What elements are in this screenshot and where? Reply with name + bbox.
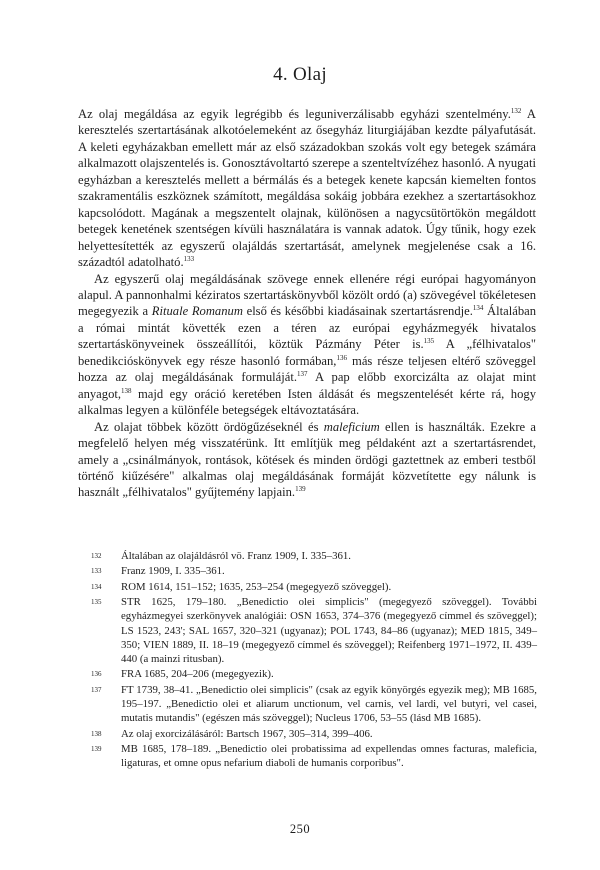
body-text: [78, 106, 536, 501]
footnote-number: 139: [91, 744, 102, 753]
page-number: 250: [289, 822, 311, 836]
footnote-text: MB 1685, 178–189. „Benedictio olei probatissima ad expellendas omnes facturas, maleficia, ligaturas, et omne opus nefarium diaboli de humanis corporibus".: [121, 742, 537, 770]
body-paragraph: [78, 271, 536, 419]
footnote: [91, 549, 537, 563]
footnote-text: Általában az olajáldásról vö. Franz 1909, I. 335–361.: [121, 550, 351, 562]
italic-title: maleficium: [323, 419, 380, 434]
text-run: majd egy oráció keretében Isten áldását és megszentelését kérte rá, hogy alkalmas legyen a különféle betegségek eltávoztatására.: [78, 386, 536, 418]
text-run: más része teljesen eltérő szöveggel hozza az olaj megáldásának formuláját.: [78, 353, 536, 385]
italic-title: Rituale Romanum: [151, 304, 243, 319]
footnote-text: ROM 1614, 151–152; 1635, 253–254 (megegyező szöveggel).: [121, 580, 392, 593]
footnote: [91, 595, 537, 666]
text-run: Az olajat többek között ördögűzéseknél és: [94, 419, 324, 434]
footnote-reference[interactable]: 135: [423, 337, 435, 346]
footnote-text: FT 1739, 38–41. „Benedictio olei simplicis" (csak az egyik könyörgés egyezik meg); MB 1685, 195–197. „Benedictio olei et aliarum unctionum, vel carnis, vel lardi, vel butyri, vel casei, mutatis mutandis" (egészen más szöveggel); Nucleus 1706, 53–55 (lásd MB 1685).: [121, 683, 537, 725]
footnote-reference[interactable]: 132: [510, 106, 522, 115]
body-paragraph: [78, 106, 536, 271]
text-run: Az egyszerű olaj megáldásának szövege ennek ellenére régi európai hagyományon alapul. A pannonhalmi kéziratos szertartáskönyvből közölt ordó (a) szövegével tökéletesen megegyezik a: [78, 271, 536, 319]
footnote-reference[interactable]: 138: [121, 386, 132, 395]
text-run: A keresztelés szertartásának alkotóelemeként az ősegyház liturgiájában kezdte pályafutását. A keleti egyházakban emellett már az első századokban szokás volt egy betegek számára alkalmazott olajszentelés is. Gonosztávoltartó szerepe a szenteltvízéhez hasonló. A nyugati egyházban a keresztelés mellett a bérmálás és a betegek kenete kapcsán kiemelten fontos szakramentális eszköznek számított, megáldása sokáig jobbára ezekhez a szertartásokhoz kapcsolódott. Magának a megszentelt olajnak, különösen a nagycsütörtökön megáldott betegek kenetének szentségen kívüli használatára is vannak adatok. Úgy tűnik, hogy ezek helyettesítették az egyszerű olajáldás szertartását, amelynek megjelenése csak a 16. századtól adatolható.: [78, 107, 536, 270]
footnote: [91, 742, 537, 770]
footnote-number: 133: [91, 567, 102, 576]
footnote-text: Az olaj exorcizálásáról: Bartsch 1967, 305–314, 399–406.: [121, 727, 373, 740]
footnote-number: 135: [91, 598, 102, 607]
footnote-number: 138: [91, 729, 102, 738]
footnote-text: STR 1625, 179–180. „Benedictio olei simplicis" (megegyező szöveggel). További egyházmegyei szerkönyvek analógiái: OSN 1653, 374–376 (megegyező címmel és szöveggel); LS 1523, 243'; SAL 1657, 320–321 (ugyanaz); POL 1743, 84–86 (ugyanaz); MED 1815, 349–350; VIEN 1889, II. 18–19 (megegyező címmel és szöveggel); Reifenberg 1971–1972, II. 439–440 (a mainzi ritusban).: [121, 596, 537, 665]
text-run: első és későbbi kiadásainak szertartásrendje.: [242, 304, 473, 319]
footnote-text: FRA 1685, 204–206 (megegyezik).: [121, 668, 274, 681]
text-run: A „félhivatalos" benedikcióskönyvek egy része hasonló formában,: [78, 337, 537, 368]
text-run: Általában a római mintát követték ezen a téren az európai egyházmegyék hivatalos szertartáskönyveinek összeállítói, köztük Pázmány Péter is.: [78, 304, 537, 352]
footnote: [91, 580, 537, 594]
footnote-reference[interactable]: 134: [472, 304, 484, 313]
footnote-number: 136: [91, 670, 102, 679]
footnote: [91, 667, 537, 681]
footnote: [91, 727, 537, 741]
body-paragraph: [78, 419, 536, 501]
footnote-reference[interactable]: 133: [183, 254, 195, 263]
footnote: [91, 683, 537, 726]
footnote-number: 132: [91, 552, 102, 560]
footnote-number: 137: [91, 685, 102, 694]
footnote: [91, 564, 537, 578]
footnote-number: 134: [91, 582, 102, 591]
footnote-reference[interactable]: 137: [297, 370, 308, 379]
footnote-reference[interactable]: 139: [295, 485, 306, 494]
text-run: A pap előbb exorcizálta az olajat mint anyagot,: [78, 370, 536, 401]
text-run: ellen is használták. Ezekre a megfelelő helyen még visszatérünk. Itt említjük meg példaként azt a szertartásrendet, amely a „csinálmányok, rontások, kötések és minden ördögi gaztettnek az emberi testből történő kiűzésére" alkalmas olaj megáldásának formáját közvetítette egy nálunk is használt „félhivatalos" gyűjtemény lapjain.: [78, 419, 536, 500]
chapter-title: 4. Olaj: [273, 64, 327, 85]
footnote-reference[interactable]: 136: [336, 353, 347, 362]
footnote-text: Franz 1909, I. 335–361.: [121, 565, 225, 578]
footnotes: [91, 549, 537, 772]
text-run: Az olaj megáldása az egyik legrégibb és leguniverzálisabb egyházi szentelmény.: [78, 107, 511, 121]
